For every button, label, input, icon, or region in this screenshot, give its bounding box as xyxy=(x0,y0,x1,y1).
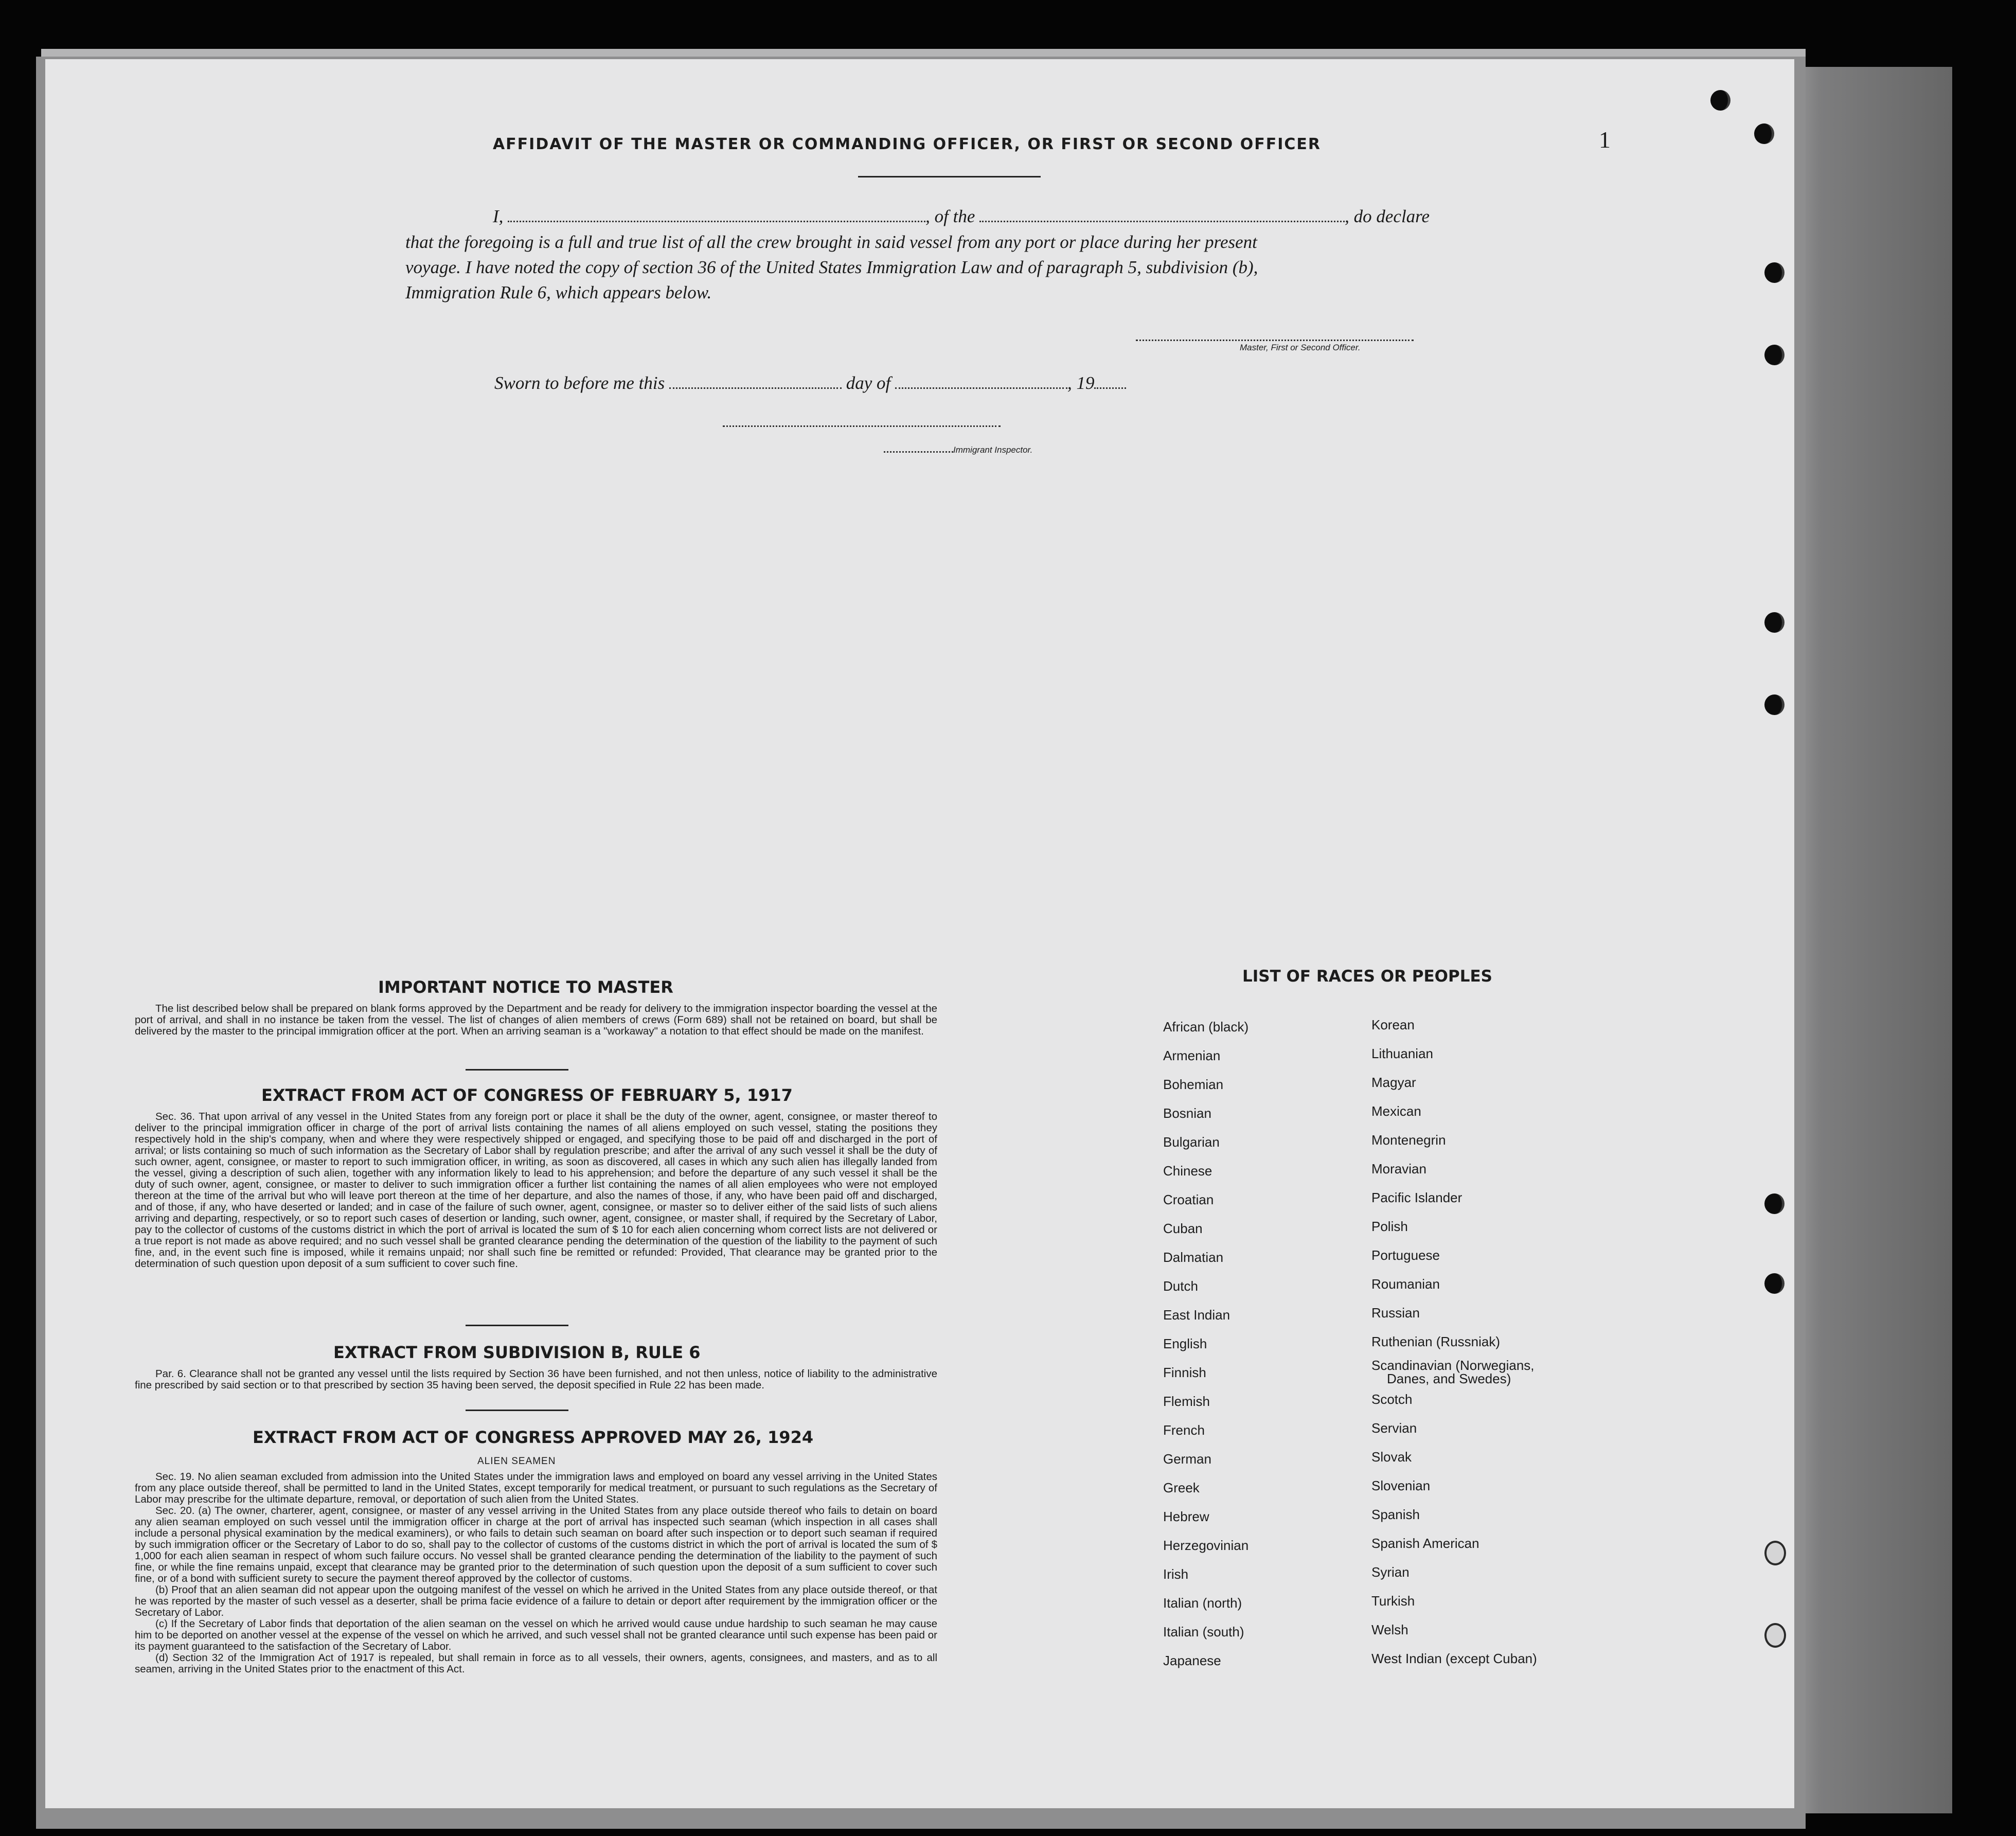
race-left: French xyxy=(1163,1422,1205,1438)
title-divider xyxy=(858,176,1041,177)
extract-1924-sec19: Sec. 19. No alien seaman excluded from admission into the United States under the immigration laws and employed on board any vessel arriving in the United States from any place outside thereof, shall be permitted to land in the United States, except temporarily for medical treatment, or pursuant to such regulations as the Secretary of Labor may prescribe for the ultimate departure, removal, or deportation of such alien from the United States. xyxy=(135,1471,937,1505)
race-right: Servian xyxy=(1371,1420,1417,1436)
race-right: Russian xyxy=(1371,1305,1420,1321)
notice-text: The list described below shall be prepared on blank forms approved by the Department and be ready for delivery to the immigration inspector boarding the vessel at the port of arrival, and shall in no instance be taken from the vessel. The list of changes of alien members of crews (Form 689) shall not be retained on board, but shall be delivered by the master to the principal immigration officer at the port. When an arriving seaman is a "workaway" a notation to that effect should be made on the manifest. xyxy=(135,1003,937,1037)
binder-hole-icon xyxy=(1764,262,1785,283)
extract-1924-sec20c: (c) If the Secretary of Labor finds that deportation of the alien seaman on the vessel on which he arrived would cause undue hardship to such seaman he may cause him to be deported on another vessel at the expense of the vessel on which he arrived, and such vessel shall not be granted clearance until such expense has been paid or its payment guaranteed to the satisfaction of the Secretary of Labor. xyxy=(135,1618,937,1652)
extract-1917-divider xyxy=(466,1325,568,1326)
inspector-signature-line[interactable] xyxy=(723,425,1001,427)
race-right: Danes, and Swedes) xyxy=(1387,1371,1511,1386)
extract-1924-sec20a: Sec. 20. (a) The owner, charterer, agent, consignee, or master of any vessel arriving in the United States from any place outside thereof who fails to detain on board any alien seaman employed on such vessel until the immigration officer in charge at the port of arrival has inspected such seaman (which inspection in all cases shall include a personal physical examination by the medical examiners), or who fails to detain such seaman on board after such inspection or to deport such seaman if required by such immigration officer or the Secretary of Labor to do so, shall pay to the collector of customs of the customs district in which the port of arrival is located the sum of $ 1,000 for each alien seaman in respect of whom such failure occurs. No vessel shall be granted clearance pending the determination of the liability to the payment of such fine, or while the fine remains unpaid, except that clearance may be granted prior to the determination of such question upon the deposit of a sum sufficient to cover such fine, or of a bond with sufficient surety to secure the payment thereof approved by the collector of customs. xyxy=(135,1505,937,1584)
document-page xyxy=(45,59,1794,1808)
affidavit-line-3: voyage. I have noted the copy of section 36 of the United States Immigration Law and of paragraph 5, subdivision (b), xyxy=(405,257,1258,277)
race-left: Herzegovinian xyxy=(1163,1538,1249,1553)
affidavit-line-4: Immigration Rule 6, which appears below. xyxy=(405,282,712,302)
binder-hole-icon xyxy=(1710,90,1730,111)
extract-1924-title: EXTRACT FROM ACT OF CONGRESS APPROVED MAY 26, 1924 xyxy=(253,1428,814,1447)
binder-hole-icon xyxy=(1764,1273,1785,1294)
notice-title: IMPORTANT NOTICE TO MASTER xyxy=(378,977,673,997)
race-left: Bohemian xyxy=(1163,1077,1224,1092)
affidavit-line-2: that the foregoing is a full and true list of all the crew brought in said vessel from any port or place during her present xyxy=(405,232,1257,252)
race-right: West Indian (except Cuban) xyxy=(1371,1651,1537,1666)
alien-seamen-subtitle: ALIEN SEAMEN xyxy=(477,1456,556,1467)
race-right: Magyar xyxy=(1371,1075,1416,1090)
sworn-year-blank[interactable] xyxy=(1094,382,1126,389)
race-left: Dalmatian xyxy=(1163,1250,1224,1265)
extract-rule6-divider xyxy=(466,1410,568,1411)
binder-hole-icon xyxy=(1764,1623,1786,1648)
name-blank[interactable] xyxy=(508,216,925,222)
race-left: Cuban xyxy=(1163,1221,1203,1236)
extract-rule6-text: Par. 6. Clearance shall not be granted any vessel until the lists required by Section 36 have been furnished, and not then unless, notice of liability to the administrative fine prescribed by said section or to that prescribed by section 35 having been served, the deposit specified in Rule 22 has been made. xyxy=(135,1368,937,1391)
binder-hole-icon xyxy=(1764,1541,1786,1565)
race-left: East Indian xyxy=(1163,1307,1230,1323)
master-caption: Master, First or Second Officer. xyxy=(1240,343,1361,352)
race-right: Mexican xyxy=(1371,1103,1421,1119)
race-left: African (black) xyxy=(1163,1019,1249,1035)
race-right: Syrian xyxy=(1371,1564,1410,1580)
sworn-line: Sworn to before me this day of , 19 xyxy=(494,373,1126,394)
race-left: Flemish xyxy=(1163,1394,1210,1409)
affidavit-title: AFFIDAVIT OF THE MASTER OR COMMANDING OFFICER, OR FIRST OR SECOND OFFICER xyxy=(492,135,1322,153)
race-right: Slovak xyxy=(1371,1449,1412,1465)
race-left: Bulgarian xyxy=(1163,1134,1220,1150)
race-left: Chinese xyxy=(1163,1163,1212,1179)
extract-1917-title: EXTRACT FROM ACT OF CONGRESS OF FEBRUARY 5, 1917 xyxy=(261,1085,793,1105)
extract-rule6-title: EXTRACT FROM SUBDIVISION B, RULE 6 xyxy=(333,1343,701,1362)
binder-hole-icon xyxy=(1764,694,1785,715)
race-left: Armenian xyxy=(1163,1048,1221,1063)
race-left: English xyxy=(1163,1336,1207,1351)
vessel-blank[interactable] xyxy=(979,216,1345,222)
race-right: Ruthenian (Russniak) xyxy=(1371,1334,1501,1349)
race-right: Scotch xyxy=(1371,1392,1413,1407)
race-left: Bosnian xyxy=(1163,1106,1211,1121)
race-left: Italian (south) xyxy=(1163,1624,1244,1639)
binder-hole-icon xyxy=(1754,123,1774,144)
race-right: Montenegrin xyxy=(1371,1132,1446,1148)
race-left: Croatian xyxy=(1163,1192,1214,1207)
race-right: Polish xyxy=(1371,1219,1408,1234)
binder-hole-icon xyxy=(1764,1193,1785,1214)
page-number: 1 xyxy=(1599,127,1611,153)
race-right: Lithuanian xyxy=(1371,1046,1433,1061)
race-right: Portuguese xyxy=(1371,1247,1440,1263)
race-left: Italian (north) xyxy=(1163,1595,1242,1611)
notice-divider xyxy=(466,1069,568,1071)
race-right: Roumanian xyxy=(1371,1276,1440,1292)
race-left: Irish xyxy=(1163,1566,1189,1582)
race-right: Welsh xyxy=(1371,1622,1408,1637)
race-left: German xyxy=(1163,1451,1211,1467)
race-right: Spanish American xyxy=(1371,1536,1479,1551)
sworn-day-blank[interactable] xyxy=(669,382,842,389)
race-right: Moravian xyxy=(1371,1161,1426,1177)
extract-1924-sec20d: (d) Section 32 of the Immigration Act of 1917 is repealed, but shall remain in force as to all vessels, their owners, agents, consignees, and masters, and as to all seamen, arriving in the United States prior to the enactment of this Act. xyxy=(135,1652,937,1675)
race-right: Korean xyxy=(1371,1017,1415,1032)
binder-hole-icon xyxy=(1764,345,1785,365)
inspector-caption: Immigrant Inspector. xyxy=(884,445,1032,455)
race-right: Pacific Islander xyxy=(1371,1190,1462,1205)
extract-1924-sec20b: (b) Proof that an alien seaman did not appear upon the outgoing manifest of the vessel on which he arrived in the United States from any place outside thereof, or that he was reported by the master of such vessel as a deserter, shall be prima facie evidence of a failure to detain or deport after requirement by the immigration officer or the Secretary of Labor. xyxy=(135,1584,937,1618)
sworn-month-blank[interactable] xyxy=(895,382,1067,389)
race-left: Finnish xyxy=(1163,1365,1206,1380)
extract-1924-text xyxy=(135,1471,937,1675)
race-left: Greek xyxy=(1163,1480,1200,1495)
affidavit-line-1: I, , of the , do declare xyxy=(493,206,1430,226)
race-right: Turkish xyxy=(1371,1593,1415,1609)
race-left: Dutch xyxy=(1163,1278,1198,1294)
race-right: Spanish xyxy=(1371,1507,1420,1522)
race-right: Scandinavian (Norwegians, xyxy=(1371,1358,1535,1373)
master-signature-line[interactable] xyxy=(1136,340,1414,341)
races-title: LIST OF RACES OR PEOPLES xyxy=(1242,967,1493,986)
race-left: Hebrew xyxy=(1163,1509,1209,1524)
binder-hole-icon xyxy=(1764,612,1785,633)
adjacent-page-edge xyxy=(1788,67,1952,1813)
extract-1917-text: Sec. 36. That upon arrival of any vessel in the United States from any foreign port or place it shall be the duty of the owner, agent, consignee, or master thereof to deliver to the principal immigration officer in charge of the port of arrival lists containing the names of all aliens employed on such vessel, stating the positions they respectively hold in the ship's company, when and where they were respectively shipped or engaged, and specifying those to be paid off and discharged in the port of arrival; or lists containing so much of such information as the Secretary of Labor shall by regulation prescribe; and after the arrival of any such vessel it shall be the duty of such owner, agent, consignee, or master to report to such immigration officer, in writing, as soon as discovered, all cases in which any such alien has illegally landed from the vessel, giving a description of such alien, together with any information likely to lead to his apprehension; and before the departure of any such vessel it shall be the duty of such owner, agent, consignee, or master to deliver to such immigration officer a further list containing the names of all alien employees who were not employed thereon at the time of the arrival but who will leave port thereon at the time of her departure, and also the names of those, if any, who have been paid off and discharged, and of those, if any, who have deserted or landed; and in case of the failure of such owner, agent, consignee, or master so to deliver either of the said lists of such aliens arriving and departing, respectively, or so to report such cases of desertion or landing, such owner, agent, consignee, or master shall, if required by the Secretary of Labor, pay to the collector of customs of the customs district in which the port of arrival is located the sum of $ 10 for each alien concerning whom correct lists are not delivered or a true report is not made as above required; and no such vessel shall be granted clearance pending the determination of the question of the liability to the payment of such fine, and, in the event such fine is imposed, while it remains unpaid; nor shall such fine be remitted or refunded: Provided, That clearance may be granted prior to the determination of such question upon deposit of a sum sufficient to cover such fine. xyxy=(135,1111,937,1270)
race-left: Japanese xyxy=(1163,1653,1221,1668)
race-right: Slovenian xyxy=(1371,1478,1431,1493)
